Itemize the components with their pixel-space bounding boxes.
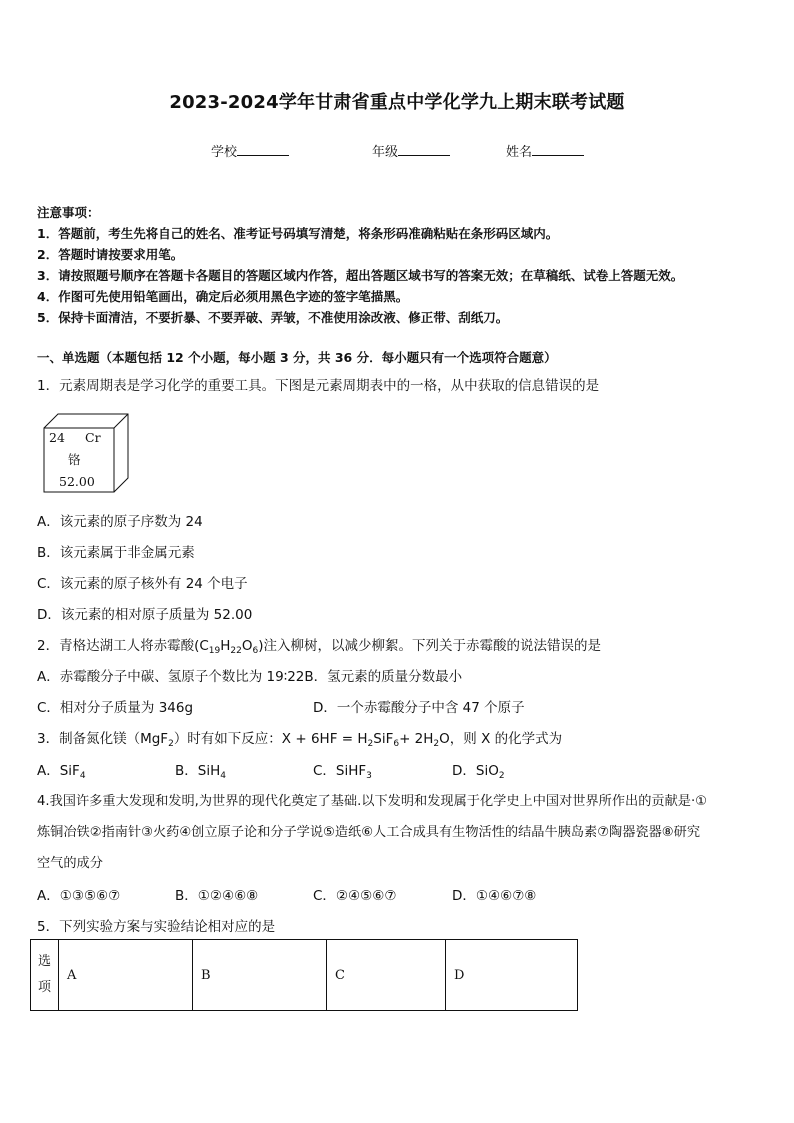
- table-header-option: 选项: [31, 940, 59, 1011]
- question-4-option-b[interactable]: B．①②④⑥⑧: [175, 888, 259, 904]
- note-item: 5．保持卡面清洁，不要折暴、不要弄破、弄皱，不准使用涂改液、修正带、刮纸刀。: [37, 310, 509, 325]
- table-header-b: B: [193, 940, 327, 1011]
- question-4-option-d[interactable]: D．①④⑥⑦⑧: [452, 888, 537, 904]
- question-4-option-c[interactable]: C．②④⑤⑥⑦: [313, 888, 397, 904]
- section-heading: 一、单选题（本题包括 12 个小题，每小题 3 分，共 36 分．每小题只有一个选项符合题意）: [37, 350, 557, 365]
- name-blank[interactable]: [532, 143, 584, 156]
- question-4-option-a[interactable]: A．①③⑤⑥⑦: [37, 888, 121, 904]
- question-1-option-a[interactable]: A．该元素的原子序数为 24: [37, 514, 203, 530]
- table-header-a: A: [59, 940, 193, 1011]
- question-3-option-b[interactable]: B．SiH$_4$: [175, 763, 226, 781]
- question-3-option-a[interactable]: A．SiF$_4$: [37, 763, 86, 781]
- name-label: 姓名: [506, 145, 533, 160]
- question-2-option-ab[interactable]: A．赤霉酸分子中碳、氢原子个数比为 19∶22B．氢元素的质量分数最小: [37, 669, 463, 685]
- page-title: 2023-2024学年甘肃省重点中学化学九上期末联考试题: [169, 92, 625, 113]
- question-4-stem-line2: 炼铜冶铁②指南针③火药④创立原子论和分子学说⑤造纸⑥人工合成具有生物活性的结晶牛胰岛素⑦陶器瓷器⑧研究: [37, 825, 701, 840]
- question-2-stem: 2．青格达湖工人将赤霉酸$(C_{19}H_{22}O_6)$注入柳树，以减少柳絮。下列关于赤霉酸的说法错误的是: [37, 638, 602, 656]
- question-1-option-c[interactable]: C．该元素的原子核外有 24 个电子: [37, 576, 248, 592]
- question-3-option-d[interactable]: D．SiO$_2$: [452, 763, 505, 781]
- question-3-option-c[interactable]: C．SiHF$_3$: [313, 763, 372, 781]
- school-label: 学校: [211, 145, 238, 160]
- grade-blank[interactable]: [398, 143, 450, 156]
- school-blank[interactable]: [237, 143, 289, 156]
- question-4-stem-line1: 4.我国许多重大发现和发明,为世界的现代化奠定了基础.以下发明和发现属于化学史上中国对世界所作出的贡献是·①: [37, 794, 707, 809]
- note-item: 1．答题前，考生先将自己的姓名、准考证号码填写清楚，将条形码准确粘贴在条形码区域内。: [37, 226, 559, 241]
- school-field[interactable]: [211, 141, 289, 160]
- table-header-d: D: [446, 940, 578, 1011]
- table-header-c: C: [327, 940, 446, 1011]
- atomic-number: 24: [49, 430, 65, 445]
- question-1-stem: 1．元素周期表是学习化学的重要工具。下图是元素周期表中的一格，从中获取的信息错误的是: [37, 378, 600, 394]
- grade-field[interactable]: [372, 141, 450, 160]
- element-name: 铬: [68, 452, 81, 467]
- question-4-stem-line3: 空气的成分: [37, 856, 103, 871]
- question-2-option-c[interactable]: C．相对分子质量为 346g: [37, 700, 194, 716]
- question-5-table: [30, 939, 578, 1011]
- grade-label: 年级: [372, 145, 399, 160]
- element-symbol: Cr: [85, 430, 101, 445]
- question-2-option-d[interactable]: D．一个赤霉酸分子中含 47 个原子: [313, 700, 525, 716]
- note-item: 3．请按照题号顺序在答题卡各题目的答题区域内作答，超出答题区域书写的答案无效；在草稿纸、试卷上答题无效。: [37, 268, 684, 283]
- notes-heading: 注意事项：: [37, 205, 100, 220]
- atomic-mass: 52.00: [59, 474, 95, 489]
- question-1-option-b[interactable]: B．该元素属于非金属元素: [37, 545, 195, 561]
- table-row: [31, 940, 578, 1011]
- element-cell-figure: [40, 410, 130, 496]
- question-5-stem: 5．下列实验方案与实验结论相对应的是: [37, 919, 276, 935]
- note-item: 4．作图可先使用铅笔画出，确定后必须用黑色字迹的签字笔描黑。: [37, 289, 409, 304]
- question-1-option-d[interactable]: D．该元素的相对原子质量为 52.00: [37, 607, 253, 623]
- question-3-stem: 3．制备氮化镁（MgF$_2$）时有如下反应：$X + 6HF = H_2SiF_6+ 2H_2O$，则 X 的化学式为: [37, 731, 563, 749]
- name-field[interactable]: [506, 141, 584, 160]
- note-item: 2．答题时请按要求用笔。: [37, 247, 184, 262]
